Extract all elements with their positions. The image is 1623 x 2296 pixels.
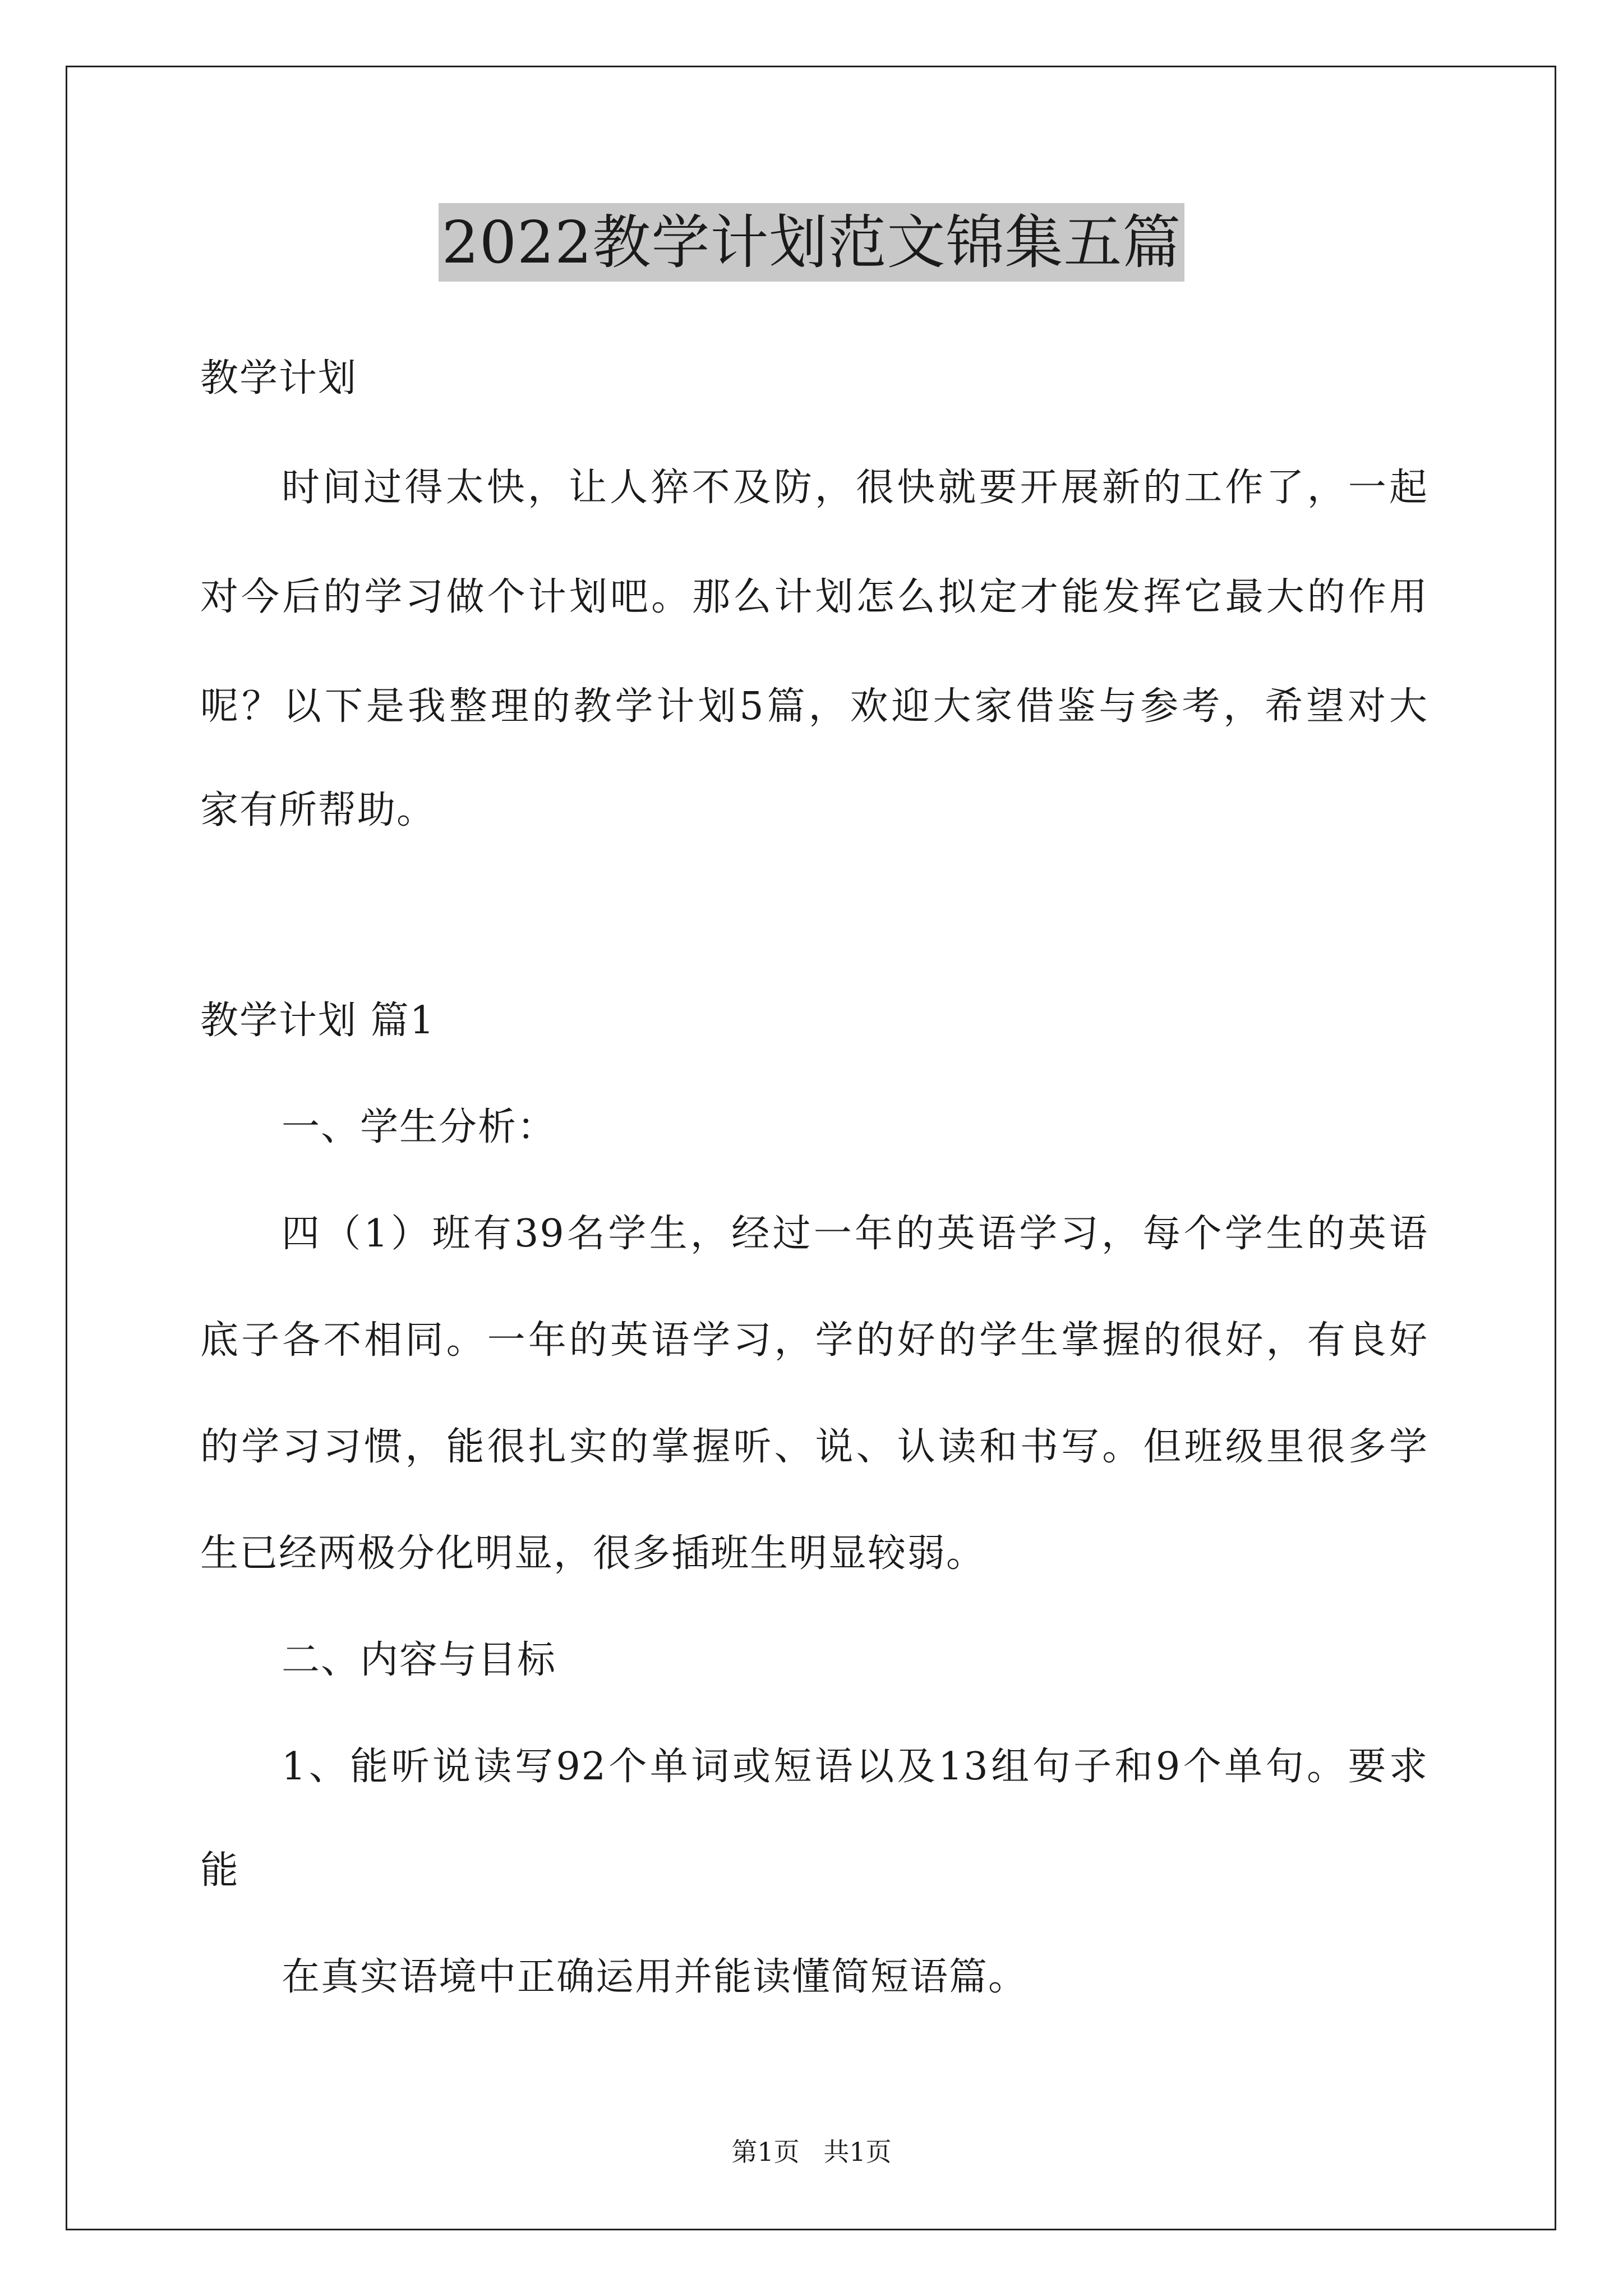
paragraph-line: 在真实语境中正确运用并能读懂简短语篇。	[282, 1955, 1028, 1999]
paragraph-line: 的学习习惯，能很扎实的掌握听、说、认读和书写。但班级里很多学	[200, 1425, 1428, 1469]
paragraph-line: 四（1）班有39名学生，经过一年的英语学习，每个学生的英语	[282, 1212, 1428, 1256]
title-container	[0, 203, 1623, 282]
paragraph-line: 时间过得太快，让人猝不及防，很快就要开展新的工作了，一起	[282, 466, 1428, 510]
section-heading: 教学计划	[200, 356, 358, 401]
paragraph-line: 呢？以下是我整理的教学计划5篇，欢迎大家借鉴与参考，希望对大	[200, 684, 1428, 729]
section-heading: 教学计划 篇1	[200, 999, 435, 1043]
paragraph-line: 家有所帮助。	[200, 788, 436, 832]
paragraph-line: 1、能听说读写92个单词或短语以及13组句子和9个单句。要求	[282, 1745, 1428, 1789]
paragraph-line: 生已经两极分化明显，很多插班生明显较弱。	[200, 1531, 986, 1576]
paragraph-line: 底子各不相同。一年的英语学习，学的好的学生掌握的很好，有良好	[200, 1318, 1428, 1363]
page-footer	[0, 2135, 1623, 2169]
page-total: 共1页	[823, 2137, 892, 2167]
page-number: 第1页	[731, 2137, 800, 2167]
paragraph-line: 能	[200, 1848, 240, 1893]
paragraph-line: 对今后的学习做个计划吧。那么计划怎么拟定才能发挥它最大的作用	[200, 575, 1428, 619]
subheading: 一、学生分析：	[282, 1105, 557, 1149]
document-title: 2022教学计划范文锦集五篇	[439, 203, 1185, 282]
subheading: 二、内容与目标	[282, 1638, 557, 1682]
